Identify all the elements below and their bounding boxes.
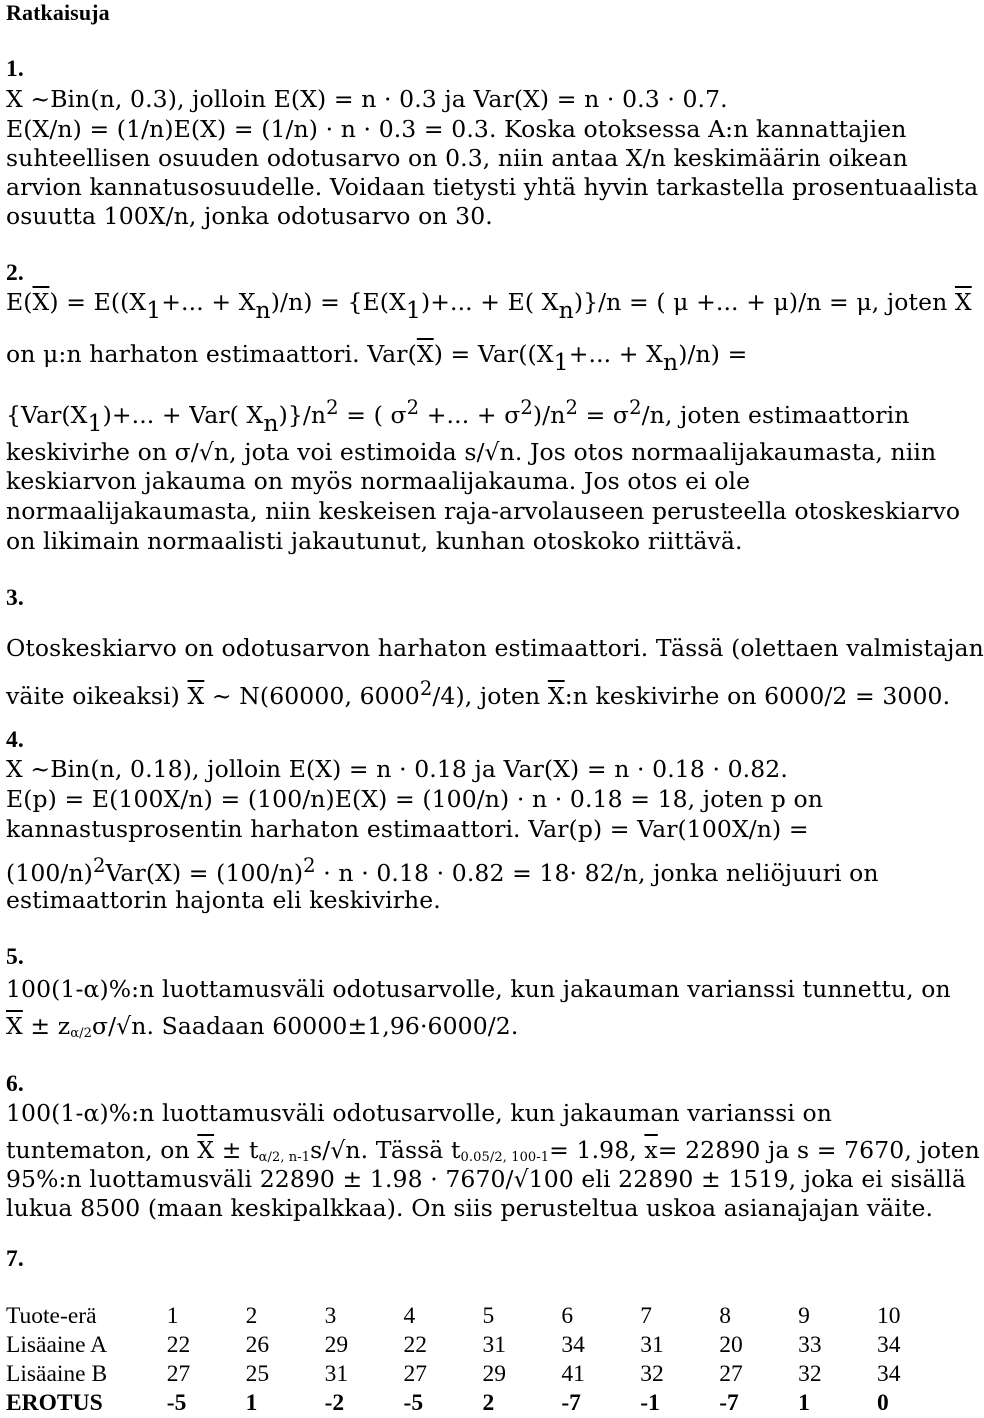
xbar-symbol: $\overline{X}$ — [32, 288, 50, 316]
section-6-number: 6. — [6, 1071, 24, 1097]
s2-line-1: keskivirhe on σ/√n, jota voi estimoida s/√n. Jos otos normaalijakaumasta, niin — [6, 438, 937, 466]
table-cell: -7 — [719, 1390, 739, 1416]
s2-line-2: keskiarvon jakauma on myös normaalijakauma. Jos otos ei ole — [6, 467, 751, 495]
xbar-symbol: $\overline{X}$ — [547, 681, 565, 710]
table-cell: 27 — [403, 1361, 428, 1387]
table-cell: 6 — [561, 1303, 574, 1329]
s4-line-2: E(p) = E(100X/n) = (100/n)E(X) = (100/n) · n · 0.18 = 18, joten p on — [6, 785, 823, 813]
table-cell: 25 — [245, 1361, 270, 1387]
data-table — [6, 1302, 956, 1418]
s6-line-3: lukua 8500 (maan keskipalkkaa). On siis perusteltua uskoa asianajajan väite. — [6, 1194, 934, 1222]
s1-line-2: E(X/n) = (1/n)E(X) = (1/n) · n · 0.3 = 0.3. Koska otoksessa A:n kannattajien — [6, 115, 907, 143]
xbar-symbol: $\overline{X}$ — [6, 1012, 23, 1040]
s4-equation: $(100/n)^2Var(X) = (100/n)^2 \cdot n \cdot 0.18 \cdot 0.82 = 18\cdot 82/n$, jonka neliöjuuri on — [6, 854, 879, 887]
table-row — [6, 1302, 956, 1331]
table-cell: 27 — [166, 1361, 191, 1387]
table-cell: 0 — [877, 1390, 889, 1416]
table-cell: -5 — [403, 1390, 424, 1416]
s4-line-1: X ~Bin(n, 0.18), jolloin E(X) = n · 0.18 ja Var(X) = n · 0.18 · 0.82. — [6, 755, 788, 783]
s6-line-1: 100(1-α)%:n luottamusväli odotusarvolle, kun jakauman varianssi on — [6, 1099, 833, 1127]
table-cell: 3 — [324, 1303, 337, 1329]
table-row — [6, 1389, 956, 1418]
s2-equation-mean: $E(\overline{X}) = E((X1+$... + Xn)/n) = {E(X1)+... + E( Xn)}/n = ( μ +... + μ)/n = μ, joten $\overline{X}$ — [6, 288, 972, 324]
table-cell: 34 — [877, 1361, 901, 1387]
table-cell: 5 — [482, 1303, 495, 1329]
table-cell: 29 — [324, 1332, 349, 1358]
section-1-number: 1. — [6, 56, 24, 82]
table-cell: 31 — [640, 1332, 664, 1358]
table-cell: 10 — [877, 1303, 901, 1329]
s5-equation: $\overline{X} \pm z\alpha/2\sigma/√n$. Saadaan 60000±1,96·6000/2. — [6, 1012, 519, 1041]
s3-line-1: Otoskeskiarvo on odotusarvon harhaton estimaattori. Tässä (olettaen valmistajan — [6, 634, 984, 662]
section-4-number: 4. — [6, 727, 24, 753]
table-cell: 2 — [482, 1390, 495, 1416]
xbar-symbol: $\overline{x}$ — [644, 1136, 658, 1164]
xbar-symbol: $\overline{X}$ — [416, 340, 434, 368]
table-cell: -1 — [640, 1390, 660, 1416]
section-2-number: 2. — [6, 260, 24, 286]
s4-line-4: estimaattorin hajonta eli keskivirhe. — [6, 886, 441, 914]
s5-line-1: 100(1-α)%:n luottamusväli odotusarvolle, kun jakauman varianssi tunnettu, on — [6, 975, 951, 1003]
table-cell: 20 — [719, 1332, 743, 1358]
table-cell: 26 — [245, 1332, 270, 1358]
s1-line-1: X ~Bin(n, 0.3), jolloin E(X) = n · 0.3 ja Var(X) = n · 0.3 · 0.7. — [6, 85, 728, 113]
table-cell: 22 — [403, 1332, 428, 1358]
xbar-symbol: $\overline{X}$ — [197, 1136, 215, 1164]
table-cell: 33 — [798, 1332, 822, 1358]
table-row-header: Lisäaine A — [6, 1332, 108, 1358]
table-cell: 32 — [798, 1361, 822, 1387]
s1-line-3: suhteellisen osuuden odotusarvo on 0.3, niin antaa X/n keskimäärin oikean — [6, 144, 908, 172]
s1-line-4: arvion kannatusosuudelle. Voidaan tietysti yhtä hyvin tarkastella prosentuaalista — [6, 173, 979, 201]
table-cell: 1 — [798, 1390, 810, 1416]
table-cell: 1 — [245, 1390, 258, 1416]
table-cell: -2 — [324, 1390, 345, 1416]
table-row-header: Lisäaine B — [6, 1361, 108, 1387]
section-5-number: 5. — [6, 944, 24, 970]
table-cell: 22 — [166, 1332, 191, 1358]
table-cell: 2 — [245, 1303, 258, 1329]
s2-equation-variance: on μ:n harhaton estimaattori. $Var(\overline{X}) = Var((X1+$... + Xn)/n) = — [6, 340, 748, 376]
table-cell: 4 — [403, 1303, 416, 1329]
table-cell: 7 — [640, 1303, 653, 1329]
s2-equation-variance-2: {Var(X1)+... + Var( $Xn)\}/n^2$ = ( $\sigma^2$ +... + $\sigma^2)/n^2 = \sigma^2/n$, joten estimaattorin — [6, 396, 910, 437]
table-cell: -7 — [561, 1390, 581, 1416]
table-cell: 34 — [561, 1332, 585, 1358]
s1-line-5: osuutta 100X/n, jonka odotusarvo on 30. — [6, 202, 493, 230]
xbar-symbol: $\overline{X}$ — [187, 681, 205, 710]
page-title: Ratkaisuja — [6, 0, 110, 25]
table-cell: 34 — [877, 1332, 901, 1358]
s6-line-2: 95%:n luottamusväli 22890 ± 1.98 · 7670/√100 eli 22890 ± 1519, joka ei sisällä — [6, 1165, 966, 1193]
table-row — [6, 1331, 956, 1360]
table-cell: 8 — [719, 1303, 731, 1329]
table-cell: 9 — [798, 1303, 810, 1329]
table-cell: 27 — [719, 1361, 743, 1387]
section-3-number: 3. — [6, 585, 24, 611]
table-cell: 1 — [166, 1303, 179, 1329]
table-cell: -5 — [166, 1390, 187, 1416]
table-row-header: Tuote-erä — [6, 1303, 97, 1329]
table-cell: 41 — [561, 1361, 585, 1387]
table-row-header: EROTUS — [6, 1390, 103, 1416]
table-cell: 31 — [482, 1332, 506, 1358]
table-row — [6, 1360, 956, 1389]
s2-line-3: normaalijakaumasta, niin keskeisen raja-arvolauseen perusteella otoskeskiarvo — [6, 497, 961, 525]
xbar-symbol: $\overline{X}$ — [954, 288, 972, 316]
s3-equation: väite oikeaksi) $\overline{X}$ ~ N(60000, 6000$^2$/4), joten $\overline{X}:n$ keskivirhe on 6000/2 = 3000. — [6, 677, 951, 710]
s4-line-3: kannastusprosentin harhaton estimaattori. Var(p) = Var(100X/n) = — [6, 815, 809, 843]
section-7-number: 7. — [6, 1246, 24, 1272]
s6-equation: tuntematon, on $\overline{X} \pm t\alpha/2$, n-1s/√n. Tässä t0.05/2, 100-1= 1.98, $\overline{x}= 22890$ ja s = 7670, joten — [6, 1136, 980, 1165]
table-cell: 32 — [640, 1361, 664, 1387]
table-cell: 29 — [482, 1361, 506, 1387]
s2-line-4: on likimain normaalisti jakautunut, kunhan otoskoko riittävä. — [6, 527, 743, 555]
table-cell: 31 — [324, 1361, 349, 1387]
